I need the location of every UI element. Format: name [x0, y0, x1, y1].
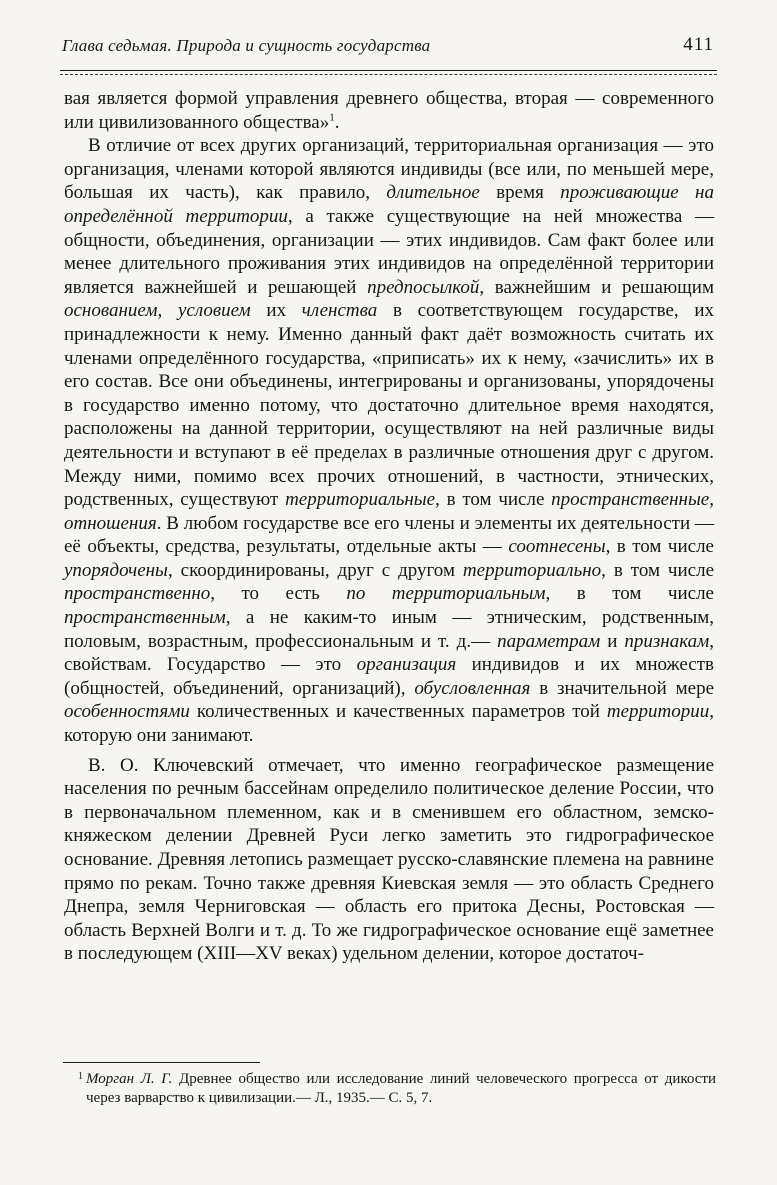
text-run: , важнейшим и решающим — [479, 276, 714, 298]
emphasis: территориально — [462, 559, 602, 581]
emphasis: территориальные — [285, 489, 436, 511]
text-run: , — [157, 300, 178, 322]
text-run: , то есть — [210, 583, 347, 605]
text-run: в значительной мере — [530, 677, 715, 699]
emphasis: организация — [356, 654, 457, 676]
text-run: время — [479, 182, 561, 204]
emphasis: длительное — [386, 182, 480, 204]
footnote-reference: 1 — [329, 111, 335, 124]
emphasis: отношения — [64, 512, 157, 534]
text-run: В отличие от всех других организаций, территориальная организация — это организация, членами которой являются индивиды (все или, по меньшей мере, большая их часть), как правило, — [64, 135, 714, 204]
paragraph-continuation — [64, 87, 714, 134]
emphasis: пространственные — [551, 489, 710, 511]
emphasis: территории — [606, 701, 710, 723]
text-run: В. О. Ключевский отмечает, что именно географическое размещение населения по речным бассейнам определило политическое деление России, что в первоначальном племенном, как и в сменившем его областном, земско-княжеском делении Древней Руси легко заметить это гидрографическое основание. Древняя летопись размещает русско-славянские племена на равнине прямо по рекам. Точно также древняя Киевская земля — это область Среднего Днепра, земля Черниговская — область его притока Десны, Ростовская — область Верхней Волги и т. д. То же гидрографическое основание ещё заметнее в последующем (XIII—XV веках) удельном делении, которое достаточ- — [64, 754, 714, 965]
text-run: индивидов и их множеств (общностей, объединений, организаций), — [64, 654, 715, 699]
text-run: в соответствующем государстве, их принадлежности к нему. Именно данный факт даёт возможность считать их членами определённого государства, «приписать» их к нему, «зачислить» их в его состав. Все они объединены, интегрированы и организованы, упорядочены в государство именно потому, что достаточно длительное время находятся, расположены на данной территории, осуществляют на ней различные виды деятельности и вступают в её пределах в различные отношения друг с другом. Между ними, помимо всех прочих отношений, в частности, этнических, родственных, существуют — [64, 300, 715, 511]
footnote-author: Морган Л. Г. — [86, 1071, 173, 1087]
text-run: , в том числе — [545, 583, 714, 605]
emphasis: членства — [301, 300, 378, 322]
text-run: количественных и качественных параметров той — [189, 701, 607, 723]
text-run: , в том числе — [435, 489, 552, 511]
text-run: , — [709, 489, 714, 511]
header-rule — [60, 70, 717, 71]
text-run: и — [600, 630, 625, 652]
emphasis: обусловленная — [414, 677, 531, 699]
footnote-mark: 1 — [78, 1071, 83, 1082]
emphasis: проживающие на определённой территории — [64, 182, 714, 227]
emphasis: пространственно — [64, 583, 211, 605]
text-run: . — [334, 111, 340, 133]
text-run: , в том числе — [605, 536, 714, 558]
paragraph-territorial-organization — [64, 134, 714, 747]
body-text — [64, 87, 714, 966]
text-run: , а также существующие на ней множества — общности, объединения, организации — этих индивидов. Сам факт более или менее длительного проживания этих индивидов на определённой территории является важнейшей и решающей — [64, 205, 714, 298]
text-run: , скоординированы, друг с другом — [167, 559, 463, 581]
footnote-rule — [63, 1062, 260, 1063]
emphasis: параметрам — [497, 630, 601, 652]
footnote — [78, 1070, 717, 1108]
text-run: вая является формой управления древнего общества, вторая — современного или цивилизованного общества» — [64, 88, 714, 133]
text-run: , свойствам. Государство — это — [64, 630, 714, 676]
emphasis: соотнесены — [508, 536, 606, 558]
page-number: 411 — [683, 34, 714, 55]
paragraph-klyuchevsky — [64, 754, 714, 966]
text-run: их — [250, 300, 302, 322]
emphasis: признакам — [624, 630, 710, 652]
emphasis: особенностями — [64, 701, 190, 723]
text-run: , в том числе — [601, 559, 714, 581]
emphasis: пространственным — [64, 607, 226, 629]
text-run: , а не каким-то иным — этническим, родственным, половым, возрастным, профессиональным и т. д.— — [64, 607, 714, 652]
page-header — [62, 34, 714, 64]
footnote-text: Древнее общество или исследование линий человеческого прогресса от дикости через варварство к цивилизации.— Л., 1935.— С. 5, 7. — [86, 1071, 717, 1106]
header-rule-secondary — [60, 74, 717, 75]
emphasis: основанием — [64, 300, 158, 322]
text-run: . В любом государстве все его члены и элементы их деятельности — её объекты, средства, результаты, отдельные акты — — [64, 512, 714, 558]
emphasis: упорядочены — [64, 559, 168, 581]
emphasis: условием — [177, 300, 251, 322]
emphasis: по территориальным — [346, 583, 546, 605]
emphasis: предпосылкой — [367, 276, 480, 298]
text-run: , которую они занимают. — [64, 701, 714, 747]
running-title: Глава седьмая. Природа и сущность государства — [62, 36, 431, 55]
